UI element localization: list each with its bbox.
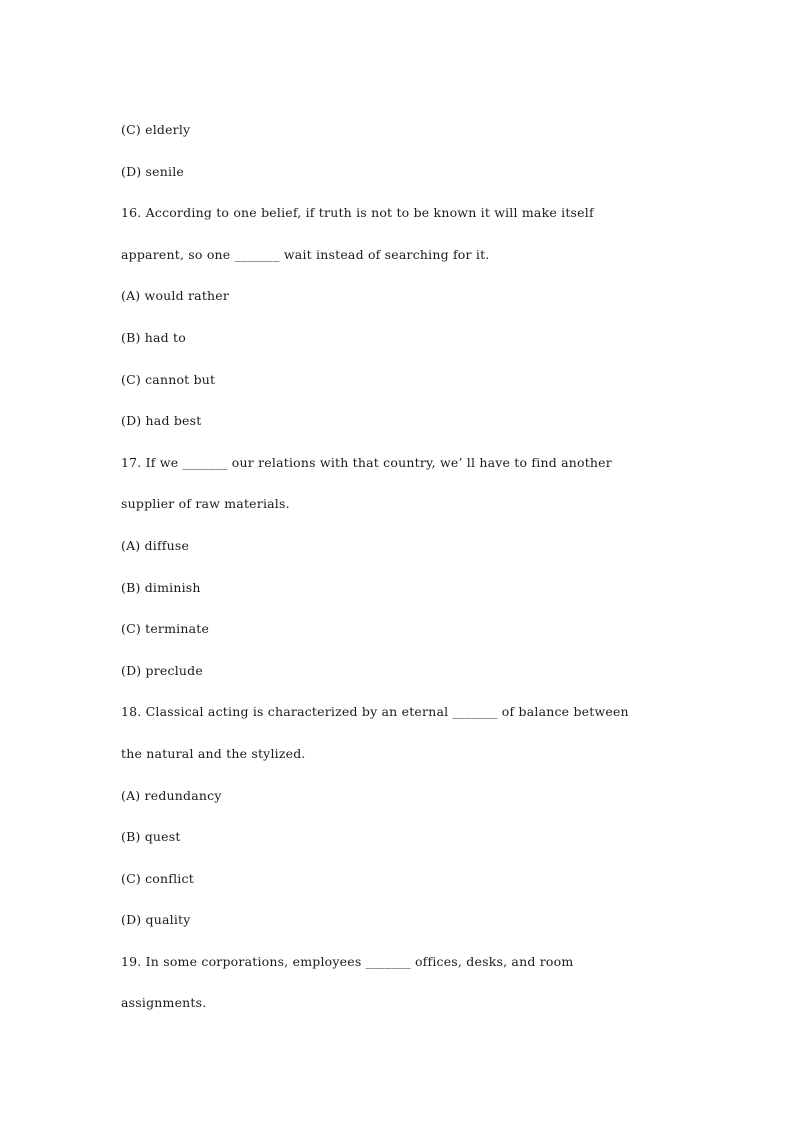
question-18-line-2: the natural and the stylized. <box>121 745 306 761</box>
option-c-q18: (C) conflict <box>121 870 194 886</box>
option-b-q18: (B) quest <box>121 829 181 845</box>
option-c-q15: (C) elderly <box>121 122 191 137</box>
option-d-q16: (D) had best <box>121 413 202 429</box>
question-19-line-1: 19. In some corporations, employees _______ offices, desks, and room <box>121 953 574 969</box>
question-17-line-2: supplier of raw materials. <box>121 496 290 512</box>
question-16-line-2: apparent, so one _______ wait instead of searching for it. <box>121 246 490 262</box>
question-19-line-2: assignments. <box>121 995 207 1011</box>
question-18-line-1: 18. Classical acting is characterized by an eternal _______ of balance between <box>121 704 629 720</box>
question-text-block <box>121 118 681 1033</box>
option-a-q17: (A) diffuse <box>121 537 190 553</box>
option-a-q16: (A) would rather <box>121 288 230 304</box>
option-c-q16: (C) cannot but <box>121 371 216 387</box>
option-a-q18: (A) redundancy <box>121 787 222 803</box>
option-b-q16: (B) had to <box>121 329 186 345</box>
option-b-q17: (B) diminish <box>121 579 201 595</box>
option-d-q15: (D) senile <box>121 163 185 179</box>
option-d-q18: (D) quality <box>121 912 191 928</box>
question-17-line-1: 17. If we _______ our relations with that country, we’ ll have to find another <box>121 454 612 470</box>
option-c-q17: (C) terminate <box>121 621 210 637</box>
option-d-q17: (D) preclude <box>121 662 203 678</box>
question-16-line-1: 16. According to one belief, if truth is not to be known it will make itself <box>121 205 594 221</box>
